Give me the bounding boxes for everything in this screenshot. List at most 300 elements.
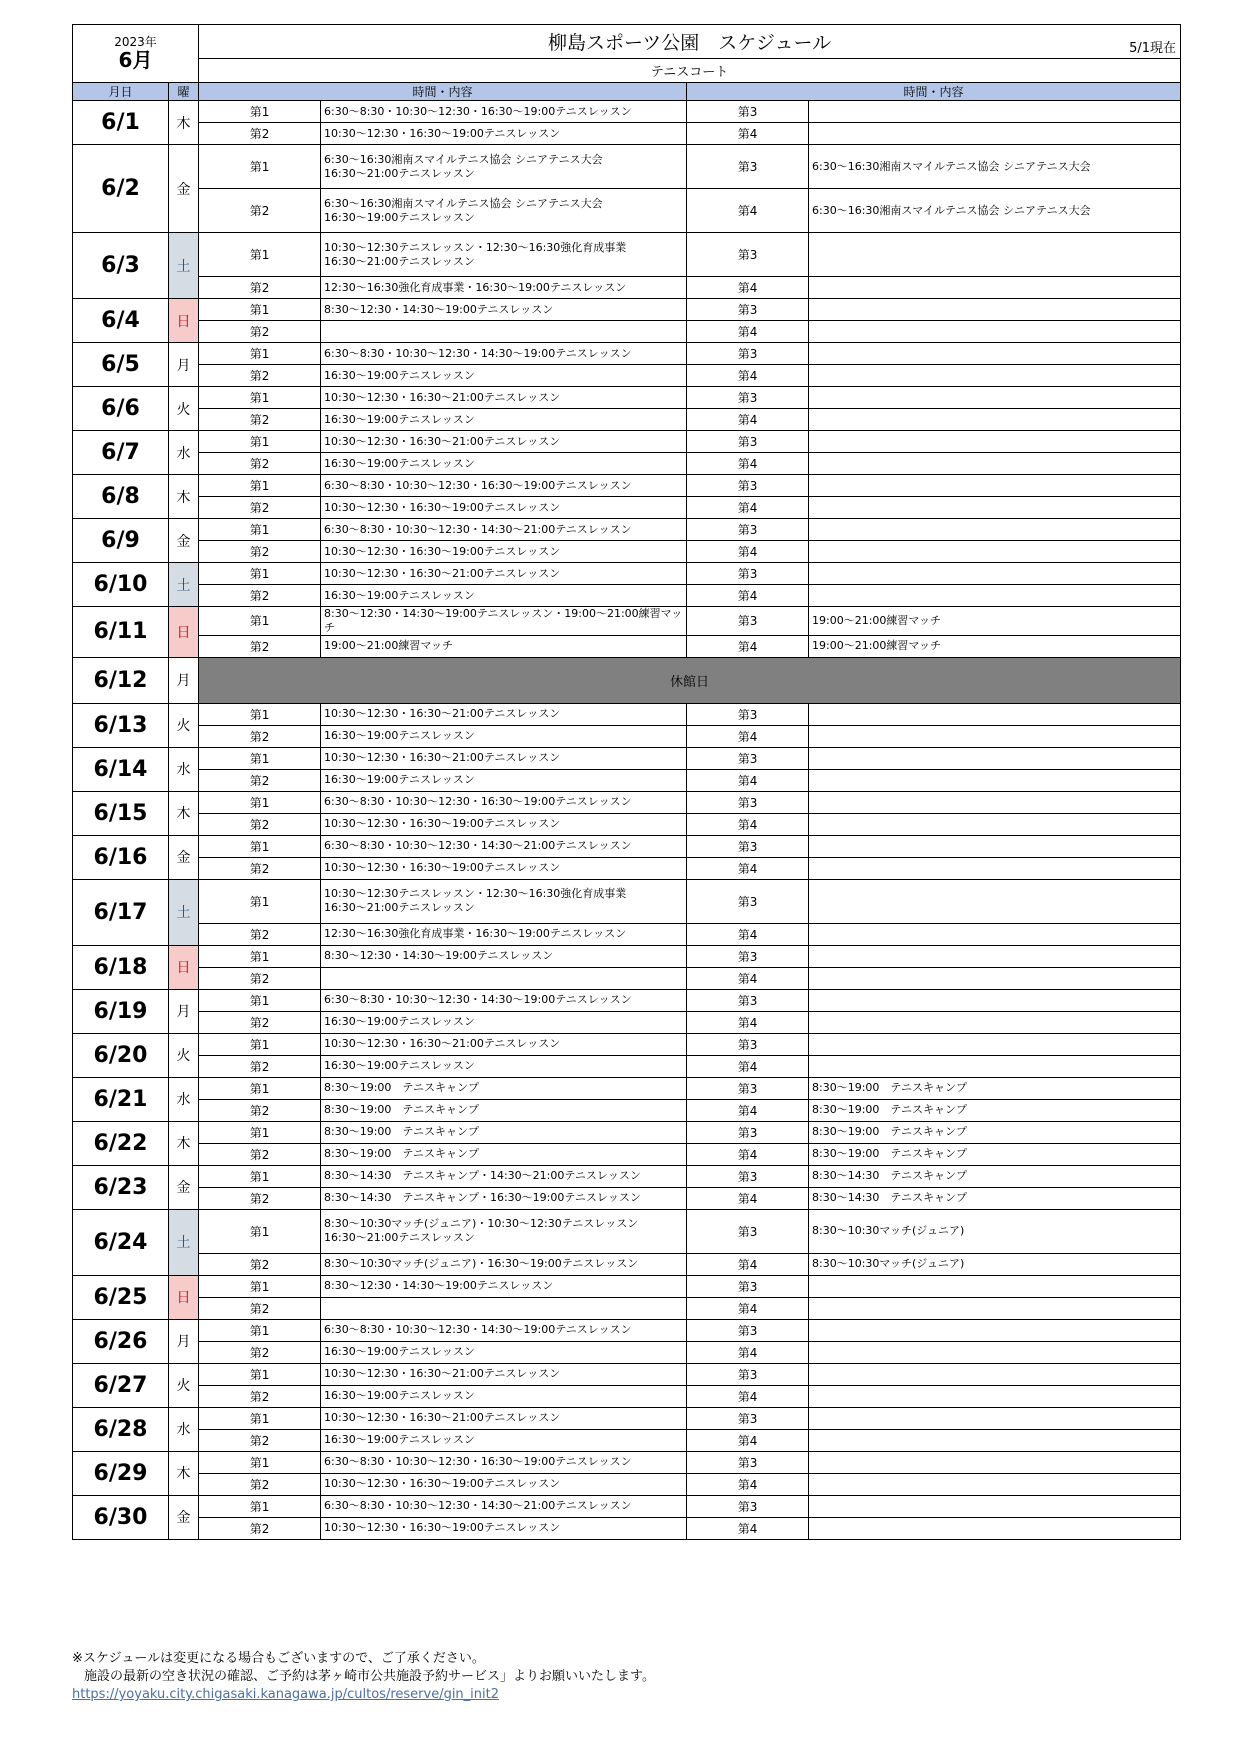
court-label: 第4: [687, 1429, 809, 1451]
day-date: 6/1: [73, 101, 169, 145]
court-schedule: 16:30～19:00テニスレッスン: [321, 409, 687, 431]
court-label: 第1: [199, 1121, 321, 1143]
court-schedule: 6:30～8:30・10:30～12:30・16:30～19:00テニスレッスン: [321, 475, 687, 497]
court-label: 第2: [199, 453, 321, 475]
court-row: [73, 1253, 1181, 1275]
day-row: [73, 657, 1181, 703]
day-date: 6/11: [73, 607, 169, 658]
court-schedule: 8:30～12:30・14:30～19:00テニスレッスン: [321, 1275, 687, 1297]
court-label: 第1: [199, 101, 321, 123]
court-schedule: 8:30～14:30 テニスキャンプ: [809, 1165, 1181, 1187]
court-label: 第2: [199, 1341, 321, 1363]
court-label: 第2: [199, 635, 321, 657]
court-label: 第1: [199, 1495, 321, 1517]
court-schedule: [321, 1297, 687, 1319]
title-cell: [199, 25, 1181, 59]
court-label: 第2: [199, 725, 321, 747]
court-row: [73, 1363, 1181, 1385]
day-of-week: 土: [169, 1209, 199, 1275]
court-schedule: 8:30～12:30・14:30～19:00テニスレッスン: [321, 945, 687, 967]
day-date: 6/2: [73, 145, 169, 233]
court-row: [73, 321, 1181, 343]
column-header-row: [73, 83, 1181, 101]
court-schedule: 8:30～12:30・14:30～19:00テニスレッスン・19:00～21:00練習マッチ: [321, 607, 687, 636]
court-label: 第1: [199, 879, 321, 923]
court-schedule: 10:30～12:30・16:30～19:00テニスレッスン: [321, 813, 687, 835]
court-label: 第2: [199, 277, 321, 299]
court-label: 第4: [687, 123, 809, 145]
court-schedule: 12:30～16:30強化育成事業・16:30～19:00テニスレッスン: [321, 923, 687, 945]
day-date: 6/17: [73, 879, 169, 945]
court-schedule: [809, 725, 1181, 747]
court-label: 第4: [687, 1143, 809, 1165]
day-of-week: 金: [169, 145, 199, 233]
court-schedule: [809, 497, 1181, 519]
court-label: 第4: [687, 189, 809, 233]
court-label: 第2: [199, 497, 321, 519]
court-row: [73, 1165, 1181, 1187]
court-row: [73, 1121, 1181, 1143]
court-label: 第3: [687, 1121, 809, 1143]
court-row: [73, 1143, 1181, 1165]
day-date: 6/26: [73, 1319, 169, 1363]
court-schedule: 8:30～19:00 テニスキャンプ: [809, 1077, 1181, 1099]
court-label: 第2: [199, 1055, 321, 1077]
court-schedule: [809, 923, 1181, 945]
court-label: 第3: [687, 299, 809, 321]
schedule-table: [72, 24, 1181, 1540]
court-schedule: 10:30～12:30・16:30～21:00テニスレッスン: [321, 1407, 687, 1429]
court-label: 第4: [687, 409, 809, 431]
day-of-week: 月: [169, 657, 199, 703]
day-date: 6/18: [73, 945, 169, 989]
court-label: 第1: [199, 1363, 321, 1385]
court-label: 第1: [199, 1077, 321, 1099]
court-schedule: 16:30～19:00テニスレッスン: [321, 725, 687, 747]
court-label: 第3: [687, 835, 809, 857]
court-schedule: 10:30～12:30・16:30～21:00テニスレッスン: [321, 1033, 687, 1055]
court-row: [73, 879, 1181, 923]
court-row: [73, 1495, 1181, 1517]
day-of-week: 金: [169, 519, 199, 563]
footer-notes: [72, 1650, 655, 1704]
court-row: [73, 453, 1181, 475]
day-of-week: 日: [169, 607, 199, 658]
court-label: 第1: [199, 475, 321, 497]
court-schedule: 8:30～19:00 テニスキャンプ: [321, 1121, 687, 1143]
court-schedule: 6:30～8:30・10:30～12:30・14:30～19:00テニスレッスン: [321, 989, 687, 1011]
day-of-week: 水: [169, 431, 199, 475]
day-of-week: 日: [169, 299, 199, 343]
court-label: 第2: [199, 1385, 321, 1407]
court-label: 第3: [687, 879, 809, 923]
court-label: 第4: [687, 1099, 809, 1121]
court-row: [73, 923, 1181, 945]
schedule-sheet: [72, 24, 1180, 1540]
court-schedule: [809, 1011, 1181, 1033]
court-schedule: [809, 453, 1181, 475]
change-notice: ※スケジュールは変更になる場合もございますので、ご了承ください。: [72, 1651, 485, 1666]
court-label: 第3: [687, 989, 809, 1011]
closed-day-banner: 休館日: [199, 657, 1181, 703]
court-label: 第4: [687, 497, 809, 519]
court-schedule: 6:30～8:30・10:30～12:30・14:30～21:00テニスレッスン: [321, 1495, 687, 1517]
day-of-week: 木: [169, 1121, 199, 1165]
court-label: 第2: [199, 923, 321, 945]
court-schedule: 10:30～12:30・16:30～19:00テニスレッスン: [321, 1517, 687, 1539]
court-schedule: [809, 1363, 1181, 1385]
day-date: 6/20: [73, 1033, 169, 1077]
court-schedule: [809, 791, 1181, 813]
court-schedule: [809, 989, 1181, 1011]
court-schedule: [321, 321, 687, 343]
day-date: 6/27: [73, 1363, 169, 1407]
court-row: [73, 1429, 1181, 1451]
court-schedule: 8:30～19:00 テニスキャンプ: [321, 1077, 687, 1099]
court-schedule: 8:30～19:00 テニスキャンプ: [321, 1143, 687, 1165]
court-label: 第3: [687, 945, 809, 967]
court-label: 第2: [199, 1429, 321, 1451]
court-row: [73, 635, 1181, 657]
day-date: 6/4: [73, 299, 169, 343]
col-content-right-header: 時間・内容: [687, 83, 1181, 101]
court-schedule: [809, 1275, 1181, 1297]
court-row: [73, 857, 1181, 879]
court-schedule: 6:30～8:30・10:30～12:30・14:30～19:00テニスレッスン: [321, 343, 687, 365]
court-label: 第1: [199, 703, 321, 725]
court-label: 第3: [687, 747, 809, 769]
day-date: 6/22: [73, 1121, 169, 1165]
court-row: [73, 189, 1181, 233]
col-dow-header: 曜: [169, 83, 199, 101]
day-date: 6/16: [73, 835, 169, 879]
day-of-week: 木: [169, 1451, 199, 1495]
day-of-week: 木: [169, 791, 199, 835]
court-label: 第3: [687, 1495, 809, 1517]
court-label: 第2: [199, 585, 321, 607]
court-schedule: 10:30～12:30・16:30～21:00テニスレッスン: [321, 1363, 687, 1385]
court-label: 第1: [199, 145, 321, 189]
court-row: [73, 967, 1181, 989]
court-row: [73, 1407, 1181, 1429]
court-row: [73, 1055, 1181, 1077]
court-label: 第3: [687, 431, 809, 453]
day-date: 6/12: [73, 657, 169, 703]
court-schedule: 10:30～12:30・16:30～21:00テニスレッスン: [321, 747, 687, 769]
court-schedule: [809, 563, 1181, 585]
court-schedule: [809, 1297, 1181, 1319]
court-label: 第1: [199, 1407, 321, 1429]
day-date: 6/30: [73, 1495, 169, 1539]
court-row: [73, 299, 1181, 321]
month-label: 6月: [118, 48, 153, 73]
court-schedule: [809, 233, 1181, 277]
court-label: 第4: [687, 1011, 809, 1033]
court-schedule: [809, 967, 1181, 989]
day-of-week: 金: [169, 835, 199, 879]
court-row: [73, 1341, 1181, 1363]
court-label: 第3: [687, 1209, 809, 1253]
court-label: 第1: [199, 299, 321, 321]
court-schedule: [809, 1473, 1181, 1495]
court-row: [73, 769, 1181, 791]
day-date: 6/3: [73, 233, 169, 299]
day-of-week: 水: [169, 1407, 199, 1451]
court-row: [73, 1275, 1181, 1297]
day-date: 6/13: [73, 703, 169, 747]
court-schedule: 19:00～21:00練習マッチ: [321, 635, 687, 657]
day-of-week: 月: [169, 343, 199, 387]
day-date: 6/24: [73, 1209, 169, 1275]
year-month-cell: [73, 25, 199, 83]
court-schedule: [809, 1033, 1181, 1055]
court-label: 第2: [199, 1187, 321, 1209]
court-label: 第1: [199, 989, 321, 1011]
day-date: 6/25: [73, 1275, 169, 1319]
court-label: 第1: [199, 1033, 321, 1055]
court-schedule: 6:30～8:30・10:30～12:30・16:30～19:00テニスレッスン: [321, 101, 687, 123]
court-label: 第2: [199, 1011, 321, 1033]
court-schedule: 8:30～19:00 テニスキャンプ: [809, 1143, 1181, 1165]
day-date: 6/15: [73, 791, 169, 835]
court-schedule: [809, 387, 1181, 409]
court-row: [73, 1319, 1181, 1341]
court-row: [73, 1517, 1181, 1539]
court-row: [73, 563, 1181, 585]
day-of-week: 木: [169, 101, 199, 145]
court-label: 第2: [199, 813, 321, 835]
court-schedule: 10:30～12:30・16:30～19:00テニスレッスン: [321, 123, 687, 145]
court-row: [73, 989, 1181, 1011]
court-row: [73, 475, 1181, 497]
court-label: 第2: [199, 541, 321, 563]
court-label: 第1: [199, 791, 321, 813]
court-schedule: [809, 703, 1181, 725]
court-label: 第3: [687, 607, 809, 636]
court-row: [73, 1077, 1181, 1099]
court-schedule: [809, 123, 1181, 145]
court-schedule: [809, 835, 1181, 857]
court-row: [73, 101, 1181, 123]
court-row: [73, 365, 1181, 387]
court-schedule: [809, 813, 1181, 835]
court-schedule: 16:30～19:00テニスレッスン: [321, 1429, 687, 1451]
day-of-week: 水: [169, 1077, 199, 1121]
court-schedule: [809, 1385, 1181, 1407]
court-schedule: 6:30～16:30湘南スマイルテニス協会 シニアテニス大会: [809, 189, 1181, 233]
court-label: 第3: [687, 475, 809, 497]
court-schedule: 8:30～19:00 テニスキャンプ: [809, 1099, 1181, 1121]
court-schedule: 8:30～14:30 テニスキャンプ・14:30～21:00テニスレッスン: [321, 1165, 687, 1187]
court-schedule: 10:30～12:30・16:30～19:00テニスレッスン: [321, 857, 687, 879]
court-schedule: 10:30～12:30・16:30～21:00テニスレッスン: [321, 387, 687, 409]
court-label: 第3: [687, 1319, 809, 1341]
day-date: 6/23: [73, 1165, 169, 1209]
court-label: 第4: [687, 453, 809, 475]
court-schedule: [809, 321, 1181, 343]
court-schedule: 6:30～16:30湘南スマイルテニス協会 シニアテニス大会 16:30～21:00テニスレッスン: [321, 145, 687, 189]
court-row: [73, 233, 1181, 277]
court-label: 第4: [687, 725, 809, 747]
court-schedule: 10:30～12:30テニスレッスン・12:30～16:30強化育成事業 16:30～21:00テニスレッスン: [321, 879, 687, 923]
court-schedule: [809, 519, 1181, 541]
court-row: [73, 585, 1181, 607]
court-label: 第2: [199, 123, 321, 145]
court-row: [73, 607, 1181, 636]
court-schedule: 8:30～10:30マッチ(ジュニア)・16:30～19:00テニスレッスン: [321, 1253, 687, 1275]
court-row: [73, 1451, 1181, 1473]
court-schedule: [321, 967, 687, 989]
court-schedule: 10:30～12:30・16:30～21:00テニスレッスン: [321, 703, 687, 725]
court-label: 第4: [687, 365, 809, 387]
court-label: 第1: [199, 519, 321, 541]
day-date: 6/7: [73, 431, 169, 475]
court-row: [73, 945, 1181, 967]
court-row: [73, 519, 1181, 541]
court-label: 第4: [687, 1385, 809, 1407]
court-row: [73, 791, 1181, 813]
court-row: [73, 343, 1181, 365]
court-label: 第2: [199, 321, 321, 343]
court-schedule: 8:30～10:30マッチ(ジュニア): [809, 1209, 1181, 1253]
court-label: 第3: [687, 1407, 809, 1429]
court-label: 第2: [199, 409, 321, 431]
court-row: [73, 1297, 1181, 1319]
court-label: 第3: [687, 519, 809, 541]
court-schedule: [809, 299, 1181, 321]
court-schedule: [809, 747, 1181, 769]
court-label: 第4: [687, 277, 809, 299]
court-label: 第2: [199, 1517, 321, 1539]
court-schedule: [809, 857, 1181, 879]
court-schedule: 16:30～19:00テニスレッスン: [321, 585, 687, 607]
court-schedule: 8:30～10:30マッチ(ジュニア)・10:30～12:30テニスレッスン 16:30～21:00テニスレッスン: [321, 1209, 687, 1253]
court-row: [73, 1011, 1181, 1033]
day-date: 6/10: [73, 563, 169, 607]
court-label: 第4: [687, 1297, 809, 1319]
court-label: 第3: [687, 703, 809, 725]
day-date: 6/5: [73, 343, 169, 387]
court-schedule: 10:30～12:30・16:30～21:00テニスレッスン: [321, 563, 687, 585]
court-label: 第2: [199, 365, 321, 387]
court-label: 第4: [687, 857, 809, 879]
as-of-date: 5/1現在: [1129, 41, 1177, 56]
court-label: 第2: [199, 1143, 321, 1165]
court-row: [73, 813, 1181, 835]
court-row: [73, 123, 1181, 145]
court-row: [73, 725, 1181, 747]
court-schedule: 10:30～12:30・16:30～19:00テニスレッスン: [321, 1473, 687, 1495]
court-label: 第1: [199, 1451, 321, 1473]
court-schedule: [809, 343, 1181, 365]
court-row: [73, 1033, 1181, 1055]
col-date-header: 月日: [73, 83, 169, 101]
court-schedule: [809, 1451, 1181, 1473]
court-label: 第4: [687, 1517, 809, 1539]
court-schedule: [809, 1517, 1181, 1539]
day-date: 6/21: [73, 1077, 169, 1121]
court-row: [73, 409, 1181, 431]
court-schedule: 6:30～8:30・10:30～12:30・16:30～19:00テニスレッスン: [321, 791, 687, 813]
court-schedule: 16:30～19:00テニスレッスン: [321, 1385, 687, 1407]
court-schedule: 8:30～19:00 テニスキャンプ: [809, 1121, 1181, 1143]
day-of-week: 火: [169, 703, 199, 747]
reservation-link[interactable]: https://yoyaku.city.chigasaki.kanagawa.jp/cultos/reserve/gin_init2: [72, 1687, 500, 1702]
court-schedule: 8:30～14:30 テニスキャンプ・16:30～19:00テニスレッスン: [321, 1187, 687, 1209]
court-label: 第3: [687, 1275, 809, 1297]
court-label: 第1: [199, 1209, 321, 1253]
court-schedule: 8:30～10:30マッチ(ジュニア): [809, 1253, 1181, 1275]
day-date: 6/8: [73, 475, 169, 519]
court-label: 第4: [687, 923, 809, 945]
court-schedule: 16:30～19:00テニスレッスン: [321, 365, 687, 387]
court-schedule: [809, 945, 1181, 967]
court-label: 第3: [687, 563, 809, 585]
court-schedule: 6:30～8:30・10:30～12:30・14:30～21:00テニスレッスン: [321, 519, 687, 541]
court-schedule: [809, 769, 1181, 791]
day-of-week: 月: [169, 1319, 199, 1363]
court-row: [73, 1099, 1181, 1121]
court-schedule: [809, 1341, 1181, 1363]
court-label: 第1: [199, 607, 321, 636]
day-of-week: 土: [169, 563, 199, 607]
court-label: 第1: [199, 835, 321, 857]
court-label: 第3: [687, 1165, 809, 1187]
court-label: 第3: [687, 1451, 809, 1473]
day-date: 6/14: [73, 747, 169, 791]
court-schedule: 10:30～12:30・16:30～21:00テニスレッスン: [321, 431, 687, 453]
court-label: 第1: [199, 343, 321, 365]
court-schedule: 8:30～12:30・14:30～19:00テニスレッスン: [321, 299, 687, 321]
day-of-week: 月: [169, 989, 199, 1033]
court-row: [73, 1385, 1181, 1407]
court-schedule: 10:30～12:30・16:30～19:00テニスレッスン: [321, 541, 687, 563]
court-label: 第1: [199, 387, 321, 409]
court-schedule: [809, 879, 1181, 923]
court-label: 第3: [687, 233, 809, 277]
court-row: [73, 277, 1181, 299]
court-label: 第2: [199, 769, 321, 791]
court-schedule: 19:00～21:00練習マッチ: [809, 607, 1181, 636]
reservation-notice: 施設の最新の空き状況の確認、ご予約は茅ヶ崎市公共施設予約サービス」よりお願いいたします。: [84, 1669, 655, 1684]
facility-name: テニスコート: [199, 59, 1181, 83]
day-of-week: 水: [169, 747, 199, 791]
page-title: 柳島スポーツ公園 スケジュール: [547, 32, 832, 54]
court-schedule: [809, 277, 1181, 299]
court-label: 第3: [687, 145, 809, 189]
court-schedule: 10:30～12:30テニスレッスン・12:30～16:30強化育成事業 16:30～21:00テニスレッスン: [321, 233, 687, 277]
court-schedule: 16:30～19:00テニスレッスン: [321, 1341, 687, 1363]
court-label: 第1: [199, 1319, 321, 1341]
court-schedule: 6:30～8:30・10:30～12:30・14:30～21:00テニスレッスン: [321, 835, 687, 857]
court-schedule: 6:30～16:30湘南スマイルテニス協会 シニアテニス大会 16:30～19:00テニスレッスン: [321, 189, 687, 233]
court-row: [73, 387, 1181, 409]
court-label: 第4: [687, 967, 809, 989]
court-label: 第4: [687, 321, 809, 343]
day-date: 6/6: [73, 387, 169, 431]
court-label: 第2: [199, 1297, 321, 1319]
court-label: 第4: [687, 1341, 809, 1363]
day-of-week: 金: [169, 1495, 199, 1539]
court-schedule: [809, 1055, 1181, 1077]
court-schedule: [809, 1319, 1181, 1341]
day-of-week: 金: [169, 1165, 199, 1209]
court-label: 第3: [687, 1033, 809, 1055]
court-schedule: [809, 1495, 1181, 1517]
court-label: 第1: [199, 563, 321, 585]
court-schedule: 8:30～19:00 テニスキャンプ: [321, 1099, 687, 1121]
court-label: 第4: [687, 635, 809, 657]
